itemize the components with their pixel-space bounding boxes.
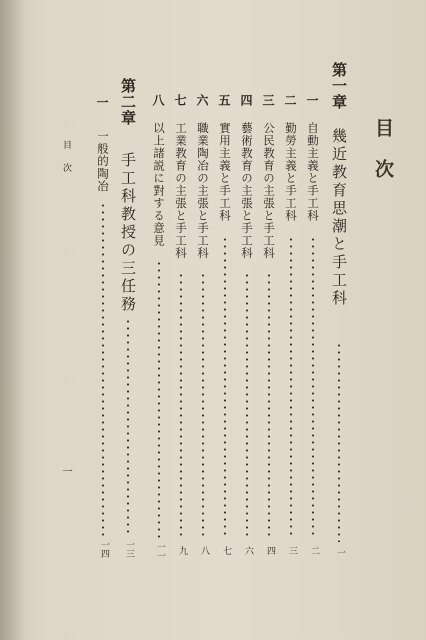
chapter-2-leader: [127, 318, 129, 536]
section-1-5-leader: [224, 236, 226, 538]
section-1-6-num: 六: [195, 94, 209, 106]
section-1-2-title: 勤勞主義と手工科: [284, 122, 298, 222]
section-1-4-title: 藝術教育の主張と手工科: [240, 122, 254, 260]
section-1-1-num: 一: [305, 94, 319, 106]
chapter-2-title: 手工科教授の三任務: [119, 152, 137, 314]
section-1-4-leader: [246, 272, 248, 538]
chapter-1-page: 一: [335, 548, 345, 557]
section-1-8-page: 一一: [155, 542, 165, 560]
page-number: 一: [60, 466, 71, 476]
section-1-1-title: 自動主義と手工科: [306, 122, 320, 222]
section-2-1-title: 一般的陶冶: [96, 130, 110, 193]
chapter-1-leader: [338, 342, 340, 542]
chapter-2-label: 第二章: [119, 78, 137, 126]
section-1-5-title: 實用主義と手工科: [218, 122, 232, 222]
section-1-1-leader: [312, 236, 314, 538]
section-1-5-num: 五: [217, 94, 231, 106]
section-2-1-leader: [102, 202, 104, 536]
section-1-4-num: 四: [239, 94, 253, 106]
section-2-1-num: 一: [95, 96, 109, 108]
section-1-7-page: 九: [177, 546, 187, 555]
section-1-6-title: 職業陶冶の主張と手工科: [196, 122, 210, 260]
running-head: 目次: [61, 140, 71, 186]
toc-title: 目次: [372, 118, 394, 200]
section-1-3-title: 公民教育の主張と手工科: [262, 122, 276, 260]
section-1-6-leader: [202, 272, 204, 538]
section-1-7-title: 工業教育の主張と手工科: [174, 122, 188, 260]
section-1-8-leader: [158, 260, 160, 538]
chapter-2-page: 一三: [124, 540, 134, 558]
section-1-3-num: 三: [261, 94, 275, 106]
section-1-3-page: 四: [265, 546, 275, 555]
section-1-5-page: 七: [221, 546, 231, 555]
section-1-7-num: 七: [173, 94, 187, 106]
section-1-2-page: 三: [287, 546, 297, 555]
section-1-8-title: 以上諸説に對する意見: [152, 122, 166, 247]
section-1-2-leader: [290, 236, 292, 538]
section-2-1-page: 一四: [99, 540, 109, 558]
section-1-7-leader: [180, 272, 182, 538]
chapter-1-title: 幾近教育思潮と手工科: [330, 128, 348, 308]
section-1-1-page: 二: [309, 546, 319, 555]
section-1-4-page: 六: [243, 546, 253, 555]
section-1-3-leader: [268, 272, 270, 538]
spine-shadow: [0, 0, 26, 640]
chapter-1-label: 第一章: [330, 62, 348, 110]
section-1-8-num: 八: [151, 94, 165, 106]
section-1-6-page: 八: [199, 546, 209, 555]
section-1-2-num: 二: [283, 94, 297, 106]
